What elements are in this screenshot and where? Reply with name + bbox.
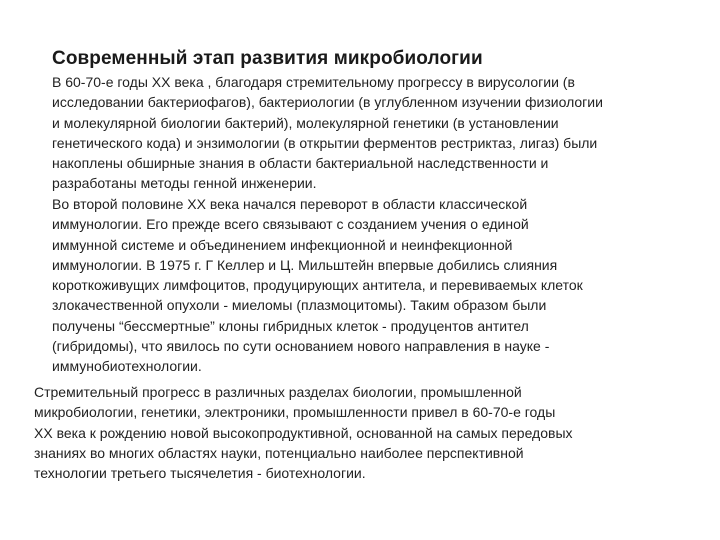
paragraph-immunology: Во второй половине XX века начался переворот в области классической иммунологии. Его прежде всего связывают с созданием учения о единой иммунной системе и объединением инфекционной и неинфекционной иммунологии. В 1975 г. Г Келлер и Ц. Мильштейн впервые добились слияния короткоживущих лимфоцитов, продуцирующих антитела, и перевиваемых клеток злокачественной опухоли - миеломы (плазмоцитомы). Таким образом были получены “бессмертные” клоны гибридных клеток - продуцентов антител (гибридомы), что явилось по сути основанием нового направления в науке - иммунобиотехнологии. — [52, 196, 583, 375]
paragraph-biotechnology: Стремительный прогресс в различных разделах биологии, промышленной микробиологии, генетики, электроники, промышленности привел в 60-70-е годы XX века к рождению новой высокопродуктивной, основанной на самых передовых знаниях во многих областях науки, потенциально наиболее перспективной технологии третьего тысячелетия - биотехнологии. — [34, 384, 573, 482]
paragraph-microbiology-60-70s: В 60-70-е годы XX века , благодаря стремительному прогрессу в вирусологии (в исследовании бактериофагов), бактериологии (в углубленном изучении физиологии и молекулярной биологии бактерий), молекулярной генетики (в установлении генетического кода) и энзимологии (в открытии ферментов рестриктаз, лигаз) были накоплены обширные знания в области бактериальной наследственности и разработаны методы генной инженерии. — [52, 74, 603, 192]
slide-title: Современный этап развития микробиологии — [52, 48, 483, 69]
